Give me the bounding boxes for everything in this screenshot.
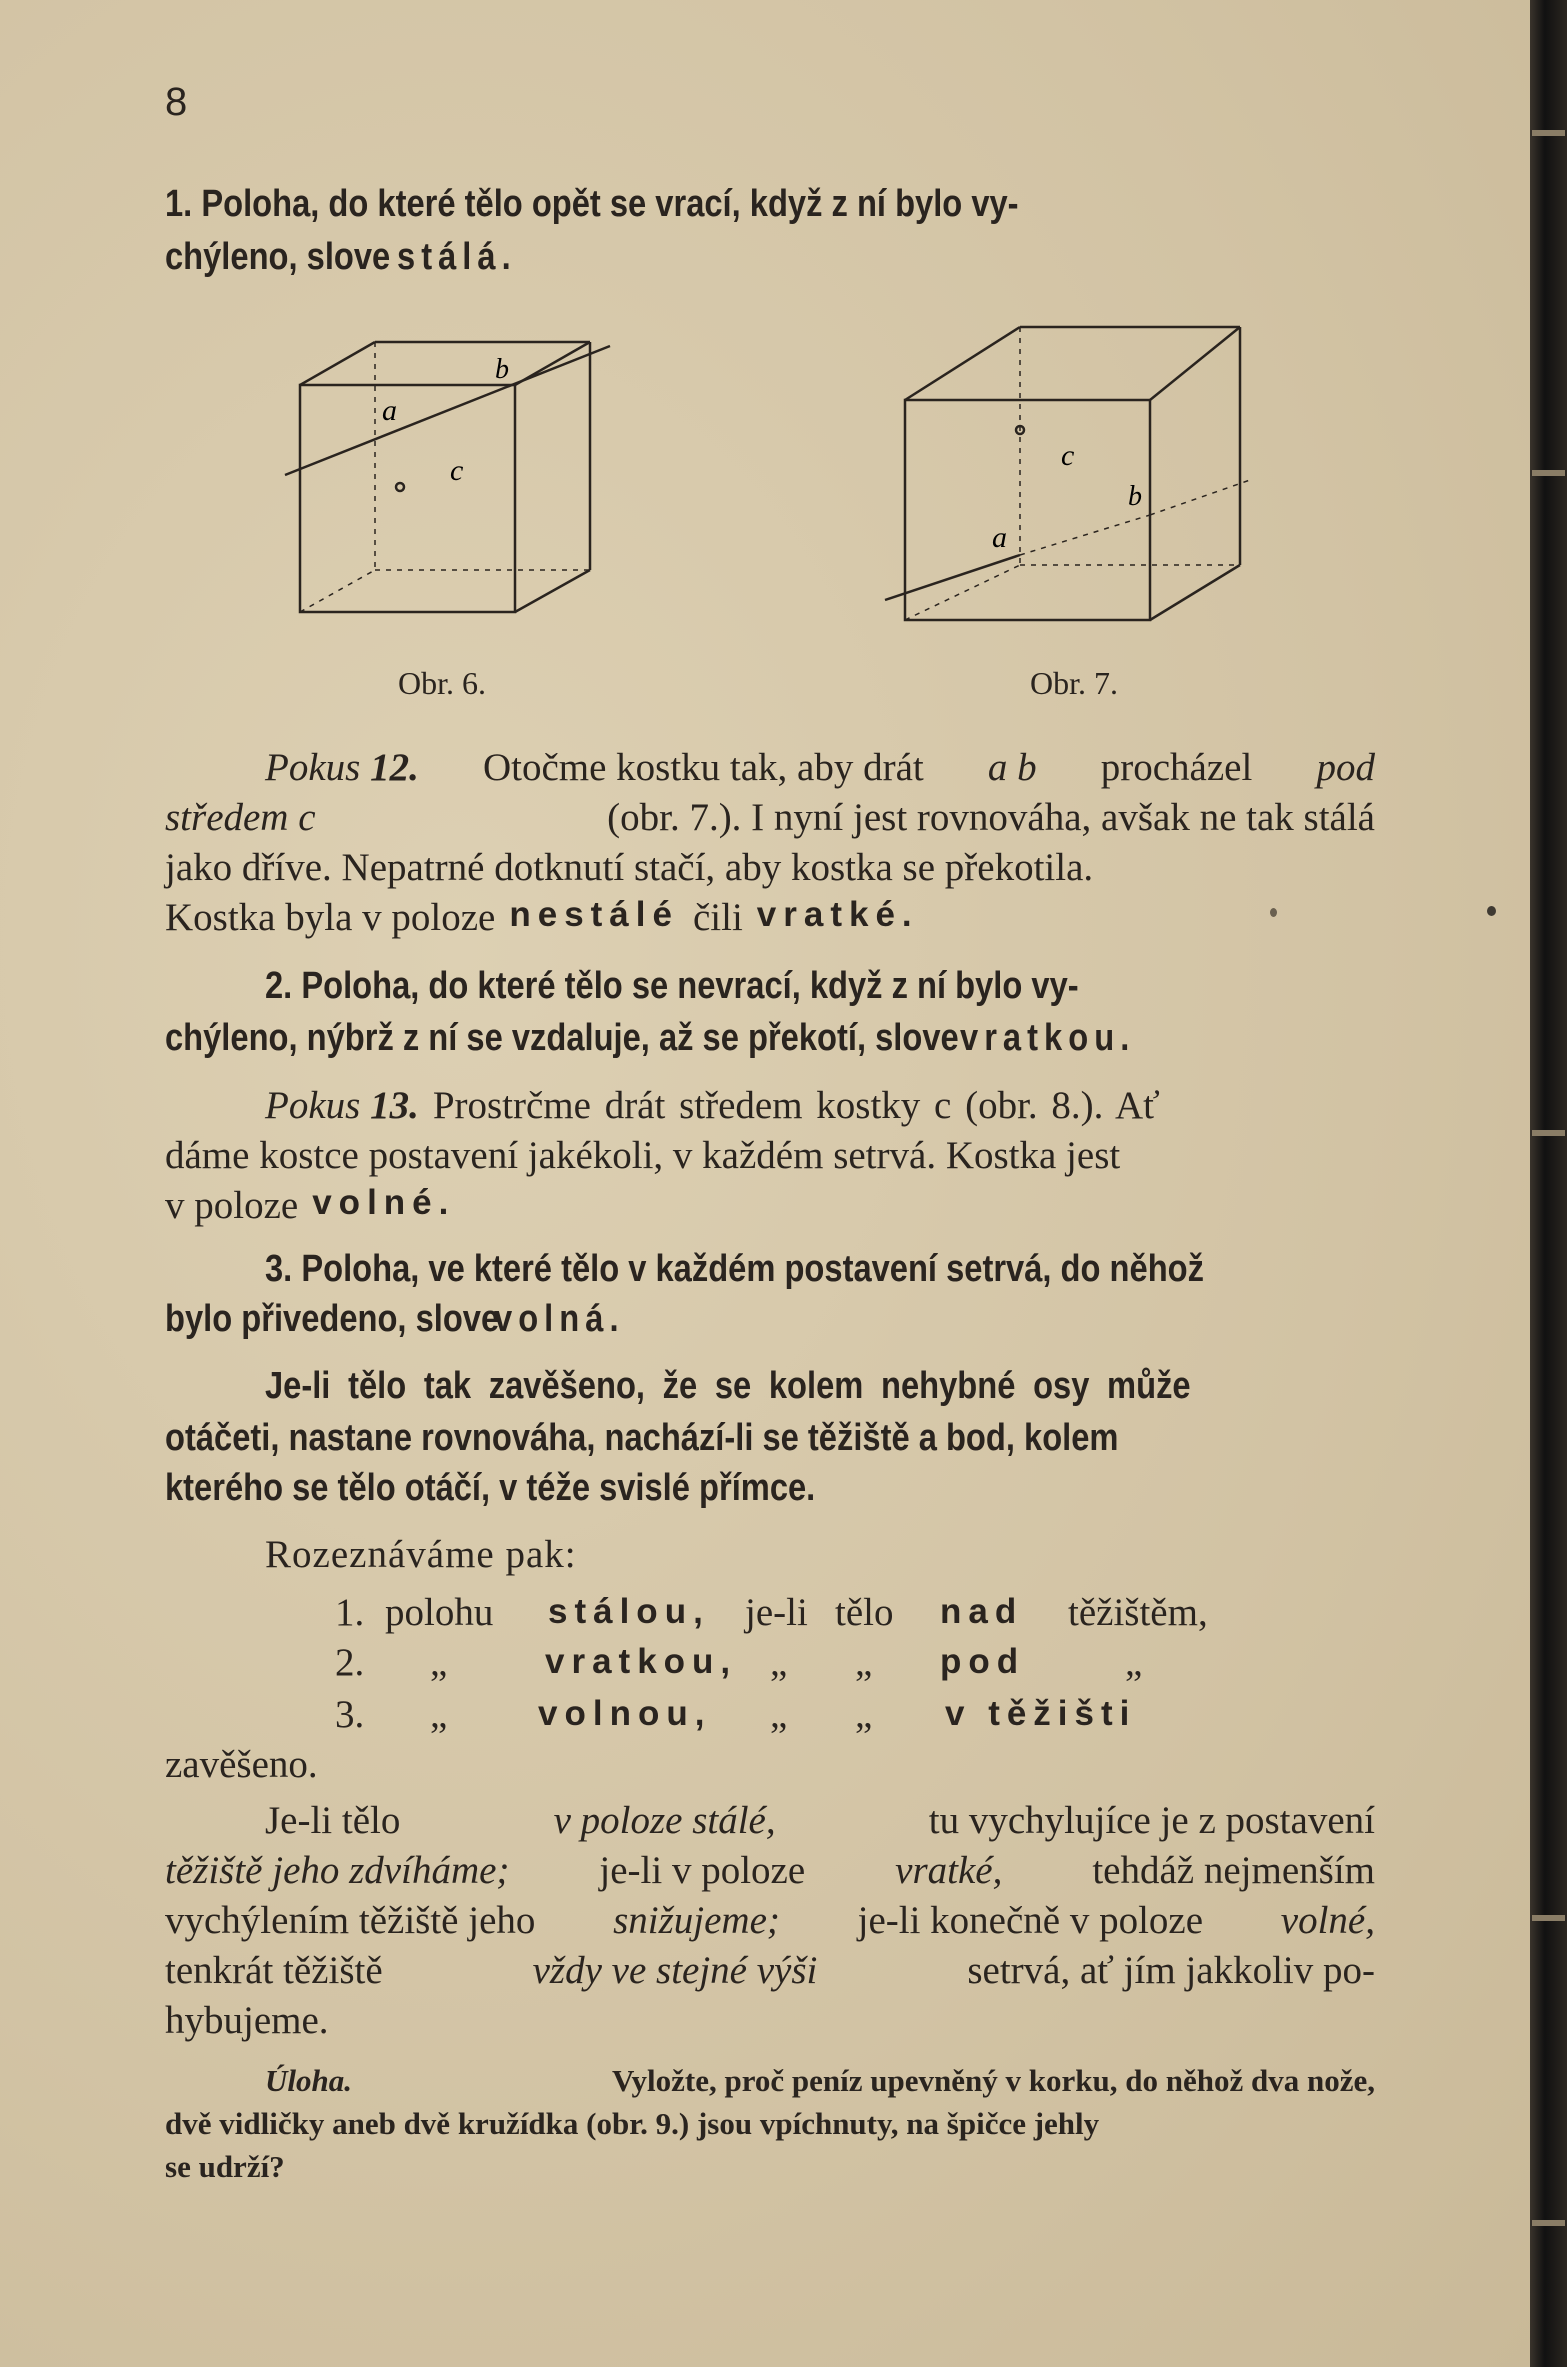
p5-line1 bbox=[265, 1798, 1375, 1843]
p2-term: vratkou. bbox=[959, 1017, 1136, 1059]
p4-line2: otáčeti, nastane rovnováha, nachází-li se těžiště a bod, kolem bbox=[165, 1417, 1119, 1459]
p3-text: bylo přivedeno, slove bbox=[165, 1298, 500, 1340]
p5-text1c: tu vychylujíce je z postavení bbox=[928, 1799, 1375, 1842]
p5-line4 bbox=[165, 1948, 1375, 1993]
pokus13-line3 bbox=[165, 1183, 1375, 1228]
figure-6 bbox=[270, 330, 630, 630]
pokus13-line1 bbox=[265, 1083, 1375, 1128]
p1-text: chýleno, slove bbox=[165, 236, 391, 278]
fig6-label-b: b bbox=[495, 354, 509, 385]
figure-7 bbox=[880, 315, 1280, 635]
pokus13-number: 13. bbox=[370, 1084, 419, 1127]
pokus12-text3: jako dříve. Nepatrné dotknutí stačí, aby kostka se překotila. bbox=[165, 846, 1094, 889]
fig6-label-c: c bbox=[450, 454, 464, 487]
p5-text3a: vychýlením těžiště jeho bbox=[165, 1899, 536, 1942]
fig7-caption: Obr. 7. bbox=[1030, 665, 1118, 701]
p5-text4b: vždy ve stejné výši bbox=[532, 1949, 818, 1992]
pokus12-vratke: vratké. bbox=[756, 895, 919, 934]
p5-text1b: v poloze stálé, bbox=[553, 1799, 776, 1842]
spine-mark bbox=[1532, 130, 1565, 136]
p5-text2c: vratké, bbox=[895, 1849, 1003, 1892]
p4-line3: kterého se tělo otáčí, v téže svislé přímce. bbox=[165, 1467, 816, 1509]
list-row1-d: tělo bbox=[835, 1591, 894, 1634]
list-row2-n: 2. bbox=[335, 1641, 365, 1684]
p3-line1: 3. Poloha, ve které tělo v každém postavení setrvá, do něhož bbox=[265, 1248, 1204, 1290]
pokus12-text2b: (obr. 7.). I nyní jest rovnováha, avšak ne tak stálá bbox=[607, 796, 1375, 839]
p5-text1a: Je-li tělo bbox=[265, 1799, 401, 1842]
list-row3-e: v těžišti bbox=[945, 1694, 1137, 1733]
list-row1-a: polohu bbox=[385, 1591, 494, 1634]
pokus12-number: 12. bbox=[370, 746, 419, 789]
spine-mark bbox=[1532, 470, 1565, 476]
list-row1-b: stálou, bbox=[548, 1592, 710, 1631]
pokus12-text4c: čili bbox=[692, 896, 743, 939]
page-number: 8 bbox=[165, 80, 188, 124]
pokus13-text1: Prostrčme drát středem kostky c (obr. 8.). Ať bbox=[432, 1084, 1160, 1127]
p5-text2a: těžiště jeho zdvíháme; bbox=[165, 1849, 510, 1892]
p2-text: chýleno, nýbrž z ní se vzdaluje, až se překotí, slove bbox=[165, 1017, 959, 1059]
pokus12-text4a: Kostka byla v poloze bbox=[165, 896, 496, 939]
book-spine-edge bbox=[1530, 0, 1567, 2367]
list-row1-n: 1. bbox=[335, 1591, 365, 1634]
uloha-line1 bbox=[265, 2063, 1375, 2099]
p5-line3 bbox=[165, 1898, 1375, 1943]
p5-text3d: volné, bbox=[1280, 1899, 1375, 1942]
p2-line2 bbox=[165, 1017, 1375, 1060]
p3-line2 bbox=[165, 1298, 1375, 1341]
p5-line5: hybujeme. bbox=[165, 1999, 329, 2042]
uloha-line2 bbox=[165, 2106, 1377, 2142]
spine-mark bbox=[1532, 1130, 1565, 1136]
list-row2-e: pod bbox=[940, 1642, 1026, 1681]
pokus13-line2 bbox=[165, 1133, 1375, 1178]
spine-mark bbox=[1532, 2220, 1565, 2226]
pokus12-text2a: středem c bbox=[165, 796, 316, 839]
pokus12-line4 bbox=[165, 895, 1375, 940]
list-row1-f: těžištěm, bbox=[1068, 1591, 1208, 1634]
pokus13-text2: dáme kostce postavení jakékoli, v každém setrvá. Kostka jest bbox=[165, 1134, 1121, 1177]
pokus12-line2 bbox=[165, 795, 1375, 840]
p1-line2 bbox=[165, 236, 1375, 279]
pokus13-volne: volné. bbox=[312, 1183, 456, 1222]
uloha-text2: dvě vidličky aneb dvě kružídka (obr. 9.) jsou vpíchnuty, na špičce jehly bbox=[165, 2106, 1100, 2141]
uloha-lead: Úloha. bbox=[265, 2063, 352, 2098]
list-intro: Rozeznáváme pak: bbox=[265, 1533, 577, 1576]
p3-term: volná. bbox=[493, 1298, 625, 1340]
p5-text2b: je-li v poloze bbox=[599, 1849, 806, 1892]
fig7-label-a: a bbox=[992, 521, 1007, 554]
fig6-label-a: a bbox=[382, 394, 397, 427]
pokus12-text1b: procházel bbox=[1100, 746, 1253, 789]
fig7-label-b: b bbox=[1128, 481, 1142, 512]
p5-text3c: je-li konečně v poloze bbox=[857, 1899, 1204, 1942]
pokus12-text1: Otočme kostku tak, aby drát bbox=[482, 746, 924, 789]
list-row2-b: vratkou, bbox=[545, 1642, 738, 1681]
list-row2-d: „ bbox=[855, 1641, 873, 1684]
pokus13-lead: Pokus bbox=[265, 1084, 361, 1127]
pokus12-ab: a b bbox=[987, 746, 1037, 789]
pokus12-line1 bbox=[265, 745, 1375, 790]
fig7-label-c: c bbox=[1061, 439, 1075, 472]
pokus12-text1c: pod bbox=[1316, 746, 1375, 789]
p5-text4c: setrvá, ať jím jakkoliv po- bbox=[967, 1949, 1375, 1992]
list-row3-c: „ bbox=[770, 1693, 788, 1736]
pokus13-text3a: v poloze bbox=[165, 1184, 299, 1227]
list-row3-a: „ bbox=[430, 1693, 448, 1736]
p5-text4a: tenkrát těžiště bbox=[165, 1949, 383, 1992]
p1-term: stálá. bbox=[396, 236, 517, 278]
list-row3-n: 3. bbox=[335, 1693, 365, 1736]
spine-mark bbox=[1532, 1915, 1565, 1921]
p5-text3b: snižujeme; bbox=[613, 1899, 780, 1942]
list-tail: zavěšeno. bbox=[165, 1743, 318, 1786]
ink-dot bbox=[1270, 908, 1277, 917]
list-row2-c: „ bbox=[770, 1641, 788, 1684]
uloha-line3: se udrží? bbox=[165, 2149, 285, 2184]
p4-line1: Je-li tělo tak zavěšeno, že se kolem nehybné osy může bbox=[265, 1365, 1191, 1407]
list-row1-e: nad bbox=[940, 1592, 1024, 1631]
list-row2-f: „ bbox=[1125, 1641, 1143, 1684]
p5-line2 bbox=[165, 1848, 1375, 1893]
p5-text2d: tehdáž nejmenším bbox=[1092, 1849, 1375, 1892]
uloha-text1: Vyložte, proč peníz upevněný v korku, do něhož dva nože, bbox=[611, 2063, 1375, 2098]
list-row1-c: je-li bbox=[745, 1591, 808, 1634]
list-row3-d: „ bbox=[855, 1693, 873, 1736]
list-row2-a: „ bbox=[430, 1641, 448, 1684]
pokus12-nestale: nestálé bbox=[509, 895, 679, 934]
ink-dot bbox=[1487, 906, 1496, 916]
fig6-caption: Obr. 6. bbox=[398, 665, 486, 701]
p2-line1: 2. Poloha, do které tělo se nevrací, když z ní bylo vy- bbox=[265, 965, 1079, 1007]
list-row3-b: volnou, bbox=[538, 1694, 712, 1733]
p1-line1: 1. Poloha, do které tělo opět se vrací, když z ní bylo vy- bbox=[165, 183, 1019, 225]
pokus12-lead: Pokus bbox=[265, 746, 361, 789]
pokus12-line3 bbox=[165, 845, 1375, 890]
